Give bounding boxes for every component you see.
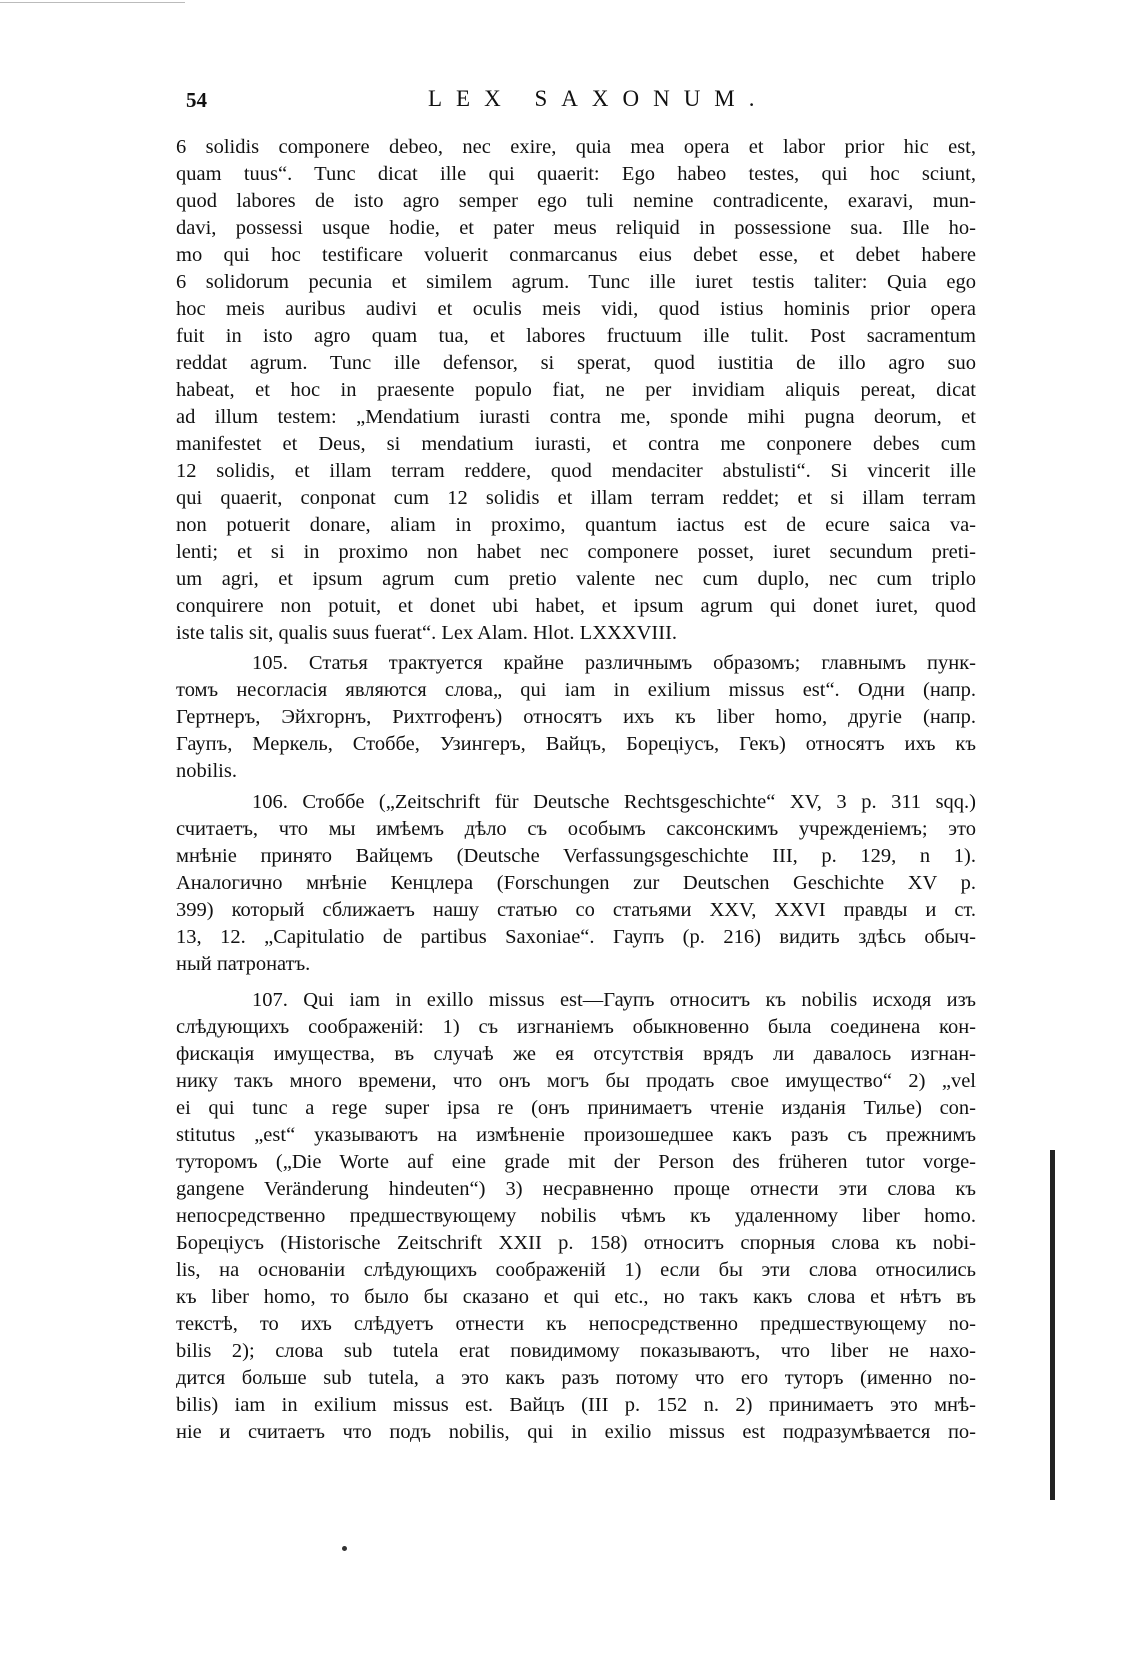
page-number: 54 [186,88,207,112]
text-line: bilis) iam in exilium missus est. Вайцъ (III p. 152 n. 2) принимаетъ это мнѣ- [176,1394,976,1416]
text-line: nobilis. [176,760,237,782]
text-line: iste talis sit, qualis suus fuerat“. Lex Alam. Hlot. LXXXVIII. [176,622,678,644]
text-line: 12 solidis, et illam terram reddere, quod mendaciter abstulisti“. Si vincerit ille [176,460,976,482]
paragraph-latin-text [176,134,976,647]
text-line: мнѣнiе принято Вайцемъ (Deutsche Verfassungsgeschichte III, p. 129, n 1). [176,845,976,867]
text-line: hoc meis auribus audivi et oculis meis vidi, quod istius hominis prior opera [176,298,976,320]
text-line: 399) который сближаетъ нашу статью со статьями XXV, XXVI правды и ст. [176,899,976,921]
text-line: 105. Статья трактуется крайне различнымъ образомъ; главнымъ пунк- [252,652,976,674]
scan-speck [342,1546,347,1551]
paragraph-106 [176,789,976,978]
text-line: bilis 2); слова sub tutela erat повидимому показываютъ, что liber не нахо- [176,1340,976,1362]
text-line: дится больше sub tutela, а это какъ разъ потому что его туторъ (именно no- [176,1367,976,1389]
text-line: mo qui hoc testificare voluerit conmarcanus eius debet esse, et debet habere [176,244,976,266]
text-line: lis, на основанiи слѣдующихъ соображенiй 1) если бы эти слова относились [176,1259,976,1281]
text-line: нiе и считаетъ что подъ nobilis, qui in exilio missus est подразумѣвается по- [176,1421,976,1443]
text-line: Гертнеръ, Эйхгорнъ, Рихтгофенъ) относятъ ихъ къ liber homo, другіе (напр. [176,706,976,728]
text-line: non potuerit donare, aliam in proximo, quantum iactus est de ecure saica va- [176,514,976,536]
text-line: 107. Qui iam in exillo missus est—Гаупъ относитъ къ nobilis исходя изъ [252,989,976,1011]
text-line: нику такъ много времени, что онъ могъ бы продать свое имущество“ 2) „vel [176,1070,976,1092]
text-line: ный патронатъ. [176,953,311,975]
text-line: фискацiя имущества, въ случаѣ же ея отсутствiя врядъ ли давалось изгнан- [176,1043,976,1065]
text-line: lenti; et si in proximo non habet nec componere posset, iuret secundum preti- [176,541,976,563]
text-line: слѣдующихъ соображенiй: 1) съ изгнанiемъ обыкновенно была соединена кон- [176,1016,976,1038]
text-line: quam tuus“. Tunc dicat ille qui quaerit: Ego habeo testes, qui hoc sciunt, [176,163,976,185]
text-line: томъ несогласія являются слова„ qui iam in exilium missus est“. Одни (напр. [176,679,976,701]
text-line: habeat, et hoc in praesente populo fiat, ne per invidiam aliquis pereat, dicat [176,379,976,401]
text-line: stitutus „est“ указываютъ на измѣненiе произошедшее какъ разъ съ прежнимъ [176,1124,976,1146]
text-line: reddat agrum. Tunc ille defensor, si sperat, quod iustitia de illo agro suo [176,352,976,374]
paragraph-105 [176,650,976,785]
text-line: davi, possessi usque hodie, et pater meus reliquid in possessione sua. Ille ho- [176,217,976,239]
text-line: conquirere non potuit, et donet ubi habet, et ipsum agrum qui donet iuret, quod [176,595,976,617]
text-line: туторомъ („Die Worte auf eine grade mit der Person des früheren tutor vorge- [176,1151,976,1173]
text-line: 6 solidorum pecunia et similem agrum. Tunc ille iuret testis taliter: Quia ego [176,271,976,293]
text-line: ei qui tunc a rege super ipsa re (онъ принимаетъ чтенiе изданiя Тилье) con- [176,1097,976,1119]
text-line: непосредственно предшествующему nobilis чѣмъ къ удаленному liber homo. [176,1205,976,1227]
text-line: manifestet et Deus, si mendatium iurasti, et contra me conponere debes cum [176,433,976,455]
scan-binding-shadow [1050,1150,1055,1500]
text-line: къ liber homo, то было бы сказано et qui etc., но такъ какъ слова et нѣтъ въ [176,1286,976,1308]
paragraph-107 [176,987,976,1446]
running-title: LEX SAXONUM. [428,86,769,111]
text-line: текстѣ, то ихъ слѣдуетъ отнести къ непосредственно предшествующему no- [176,1313,976,1335]
text-line: считаетъ, что мы имѣемъ дѣло съ особымъ саксонскимъ учрежденiемъ; это [176,818,976,840]
text-line: ad illum testem: „Mendatium iurasti contra me, sponde mihi pugna deorum, et [176,406,976,428]
text-line: Гаупъ, Меркель, Стоббе, Узингеръ, Вайцъ, Борецiусъ, Гекъ) относятъ ихъ къ [176,733,976,755]
text-line: gangene Veränderung hindeuten“) 3) несравненно проще отнести эти слова къ [176,1178,976,1200]
text-line: um agri, et ipsum agrum cum pretio valente nec cum duplo, nec cum triplo [176,568,976,590]
text-line: Борецiусъ (Historische Zeitschrift XXII p. 158) относитъ спорныя слова къ nobi- [176,1232,976,1254]
text-line: Аналогично мнѣнiе Кенцлера (Forschungen zur Deutschen Geschichte XV p. [176,872,976,894]
text-line: 13, 12. „Capitulatio de partibus Saxoniae“. Гаупъ (p. 216) видить здѣсь обыч- [176,926,976,948]
text-line: fuit in isto agro quam tua, et labores fructuum ille tulit. Post sacramentum [176,325,976,347]
scan-edge-line [0,2,185,3]
text-line: quod labores de isto agro semper ego tuli nemine contradicente, exaravi, mun- [176,190,976,212]
text-line: 6 solidis componere debeo, nec exire, quia mea opera et labor prior hic est, [176,136,976,158]
text-line: qui quaerit, conponat cum 12 solidis et illam terram reddet; et si illam terram [176,487,976,509]
text-line: 106. Стоббе („Zeitschrift für Deutsche Rechtsgeschichte“ XV, 3 p. 311 sqq.) [252,791,976,813]
